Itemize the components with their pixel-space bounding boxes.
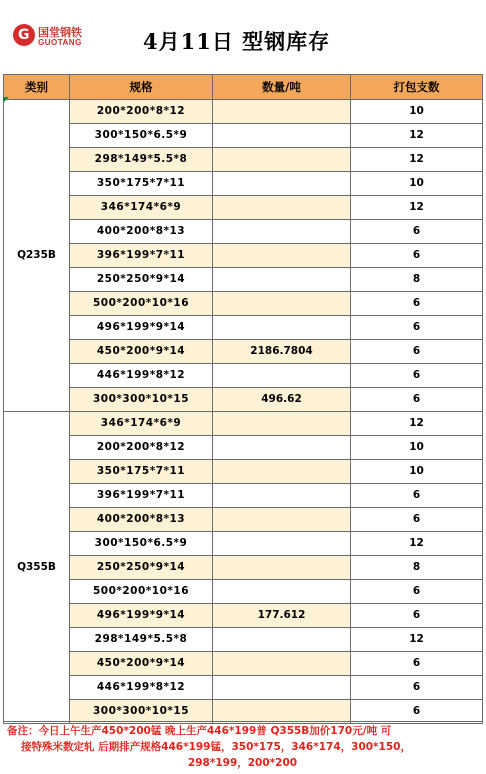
spec-cell: 346*174*6*9 [70,412,213,436]
quantity-cell [213,124,351,148]
spec-cell: 450*200*9*14 [70,340,213,364]
bundle-count-cell: 6 [351,340,483,364]
bundle-count-cell: 12 [351,148,483,172]
table-row [4,460,483,484]
quantity-cell [213,628,351,652]
cell-marker-icon [3,97,9,103]
quantity-cell [213,196,351,220]
quantity-cell [213,316,351,340]
remarks-line-1: 备注：今日上午生产450*200锰 晚上生产446*199普 Q355B加价170元/吨 可 [7,725,392,737]
quantity-cell [213,364,351,388]
table-row [4,244,483,268]
table-row [4,316,483,340]
table-row [4,412,483,436]
spec-cell: 500*200*10*16 [70,580,213,604]
spec-cell: 396*199*7*11 [70,484,213,508]
header-spec: 规格 [70,75,213,100]
bundle-count-cell: 12 [351,124,483,148]
quantity-cell [213,460,351,484]
spec-cell: 346*174*6*9 [70,196,213,220]
logo-mark-icon [13,24,35,46]
bundle-count-cell: 6 [351,388,483,412]
quantity-cell [213,676,351,700]
bundle-count-cell: 6 [351,220,483,244]
table-row [4,220,483,244]
bundle-count-cell: 6 [351,364,483,388]
spec-cell: 200*200*8*12 [70,436,213,460]
table-header-row [4,75,483,100]
header-quantity: 数量/吨 [213,75,351,100]
table-row [4,700,483,724]
table-row [4,532,483,556]
spec-cell: 200*200*8*12 [70,100,213,124]
bundle-count-cell: 6 [351,676,483,700]
quantity-cell [213,220,351,244]
table-row [4,124,483,148]
quantity-cell [213,508,351,532]
spec-cell: 298*149*5.5*8 [70,628,213,652]
spec-cell: 400*200*8*13 [70,508,213,532]
bundle-count-cell: 6 [351,508,483,532]
bundle-count-cell: 10 [351,460,483,484]
bundle-count-cell: 10 [351,172,483,196]
spec-cell: 350*175*7*11 [70,172,213,196]
quantity-cell [213,412,351,436]
table-row [4,388,483,412]
bundle-count-cell: 12 [351,532,483,556]
table-body [4,100,483,724]
category-cell: Q355B [4,412,70,724]
quantity-cell: 177.612 [213,604,351,628]
inventory-sheet [3,0,482,772]
table-row [4,652,483,676]
company-logo [13,22,93,52]
logo-name-en: GUOTANG [38,38,82,47]
spec-cell: 396*199*7*11 [70,244,213,268]
bundle-count-cell: 8 [351,268,483,292]
header-bundle-count: 打包支数 [351,75,483,100]
quantity-cell [213,580,351,604]
logo-name-cn: 国堂钢铁 [38,26,82,39]
inventory-table [3,74,483,724]
bundle-count-cell: 8 [351,556,483,580]
table-row [4,148,483,172]
quantity-cell [213,268,351,292]
category-cell: Q235B [4,100,70,412]
bundle-count-cell: 6 [351,700,483,724]
table-row [4,172,483,196]
bundle-count-cell: 6 [351,316,483,340]
remarks-line-2: 接特殊米数定轧 后期排产规格446*199锰，350*175，346*174，300*150， [21,741,411,753]
bundle-count-cell: 12 [351,412,483,436]
bundle-count-cell: 12 [351,196,483,220]
table-row [4,628,483,652]
table-row [4,268,483,292]
table-row [4,340,483,364]
spec-cell: 300*300*10*15 [70,700,213,724]
quantity-cell [213,436,351,460]
spec-cell: 446*199*8*12 [70,676,213,700]
quantity-cell [213,700,351,724]
table-row [4,580,483,604]
quantity-cell [213,172,351,196]
spec-cell: 496*199*9*14 [70,316,213,340]
table-row [4,556,483,580]
spec-cell: 496*199*9*14 [70,604,213,628]
spec-cell: 450*200*9*14 [70,652,213,676]
spec-cell: 500*200*10*16 [70,292,213,316]
spec-cell: 250*250*9*14 [70,268,213,292]
table-row [4,604,483,628]
table-row [4,196,483,220]
quantity-cell [213,100,351,124]
bundle-count-cell: 12 [351,628,483,652]
bundle-count-cell: 6 [351,292,483,316]
spec-cell: 250*250*9*14 [70,556,213,580]
logo-letter: G [18,27,30,43]
remarks-note [3,721,482,773]
quantity-cell [213,484,351,508]
quantity-cell: 496.62 [213,388,351,412]
bundle-count-cell: 6 [351,580,483,604]
bundle-count-cell: 10 [351,100,483,124]
bundle-count-cell: 6 [351,652,483,676]
quantity-cell [213,148,351,172]
quantity-cell [213,556,351,580]
bundle-count-cell: 6 [351,244,483,268]
spec-cell: 300*150*6.5*9 [70,532,213,556]
spec-cell: 300*300*10*15 [70,388,213,412]
table-row [4,508,483,532]
quantity-cell: 2186.7804 [213,340,351,364]
spec-cell: 446*199*8*12 [70,364,213,388]
spec-cell: 300*150*6.5*9 [70,124,213,148]
quantity-cell [213,652,351,676]
table-row [4,100,483,124]
bundle-count-cell: 6 [351,604,483,628]
spec-cell: 298*149*5.5*8 [70,148,213,172]
quantity-cell [213,244,351,268]
table-row [4,364,483,388]
spec-cell: 400*200*8*13 [70,220,213,244]
table-row [4,676,483,700]
table-row [4,484,483,508]
quantity-cell [213,532,351,556]
table-row [4,292,483,316]
remarks-line-3: 298*199，200*200 [187,757,298,769]
spec-cell: 350*175*7*11 [70,460,213,484]
bundle-count-cell: 10 [351,436,483,460]
bundle-count-cell: 6 [351,484,483,508]
sheet-header [3,0,482,75]
table-row [4,436,483,460]
sheet-title: 4月11日 型钢库存 [143,29,331,54]
quantity-cell [213,292,351,316]
header-category: 类别 [4,75,70,100]
